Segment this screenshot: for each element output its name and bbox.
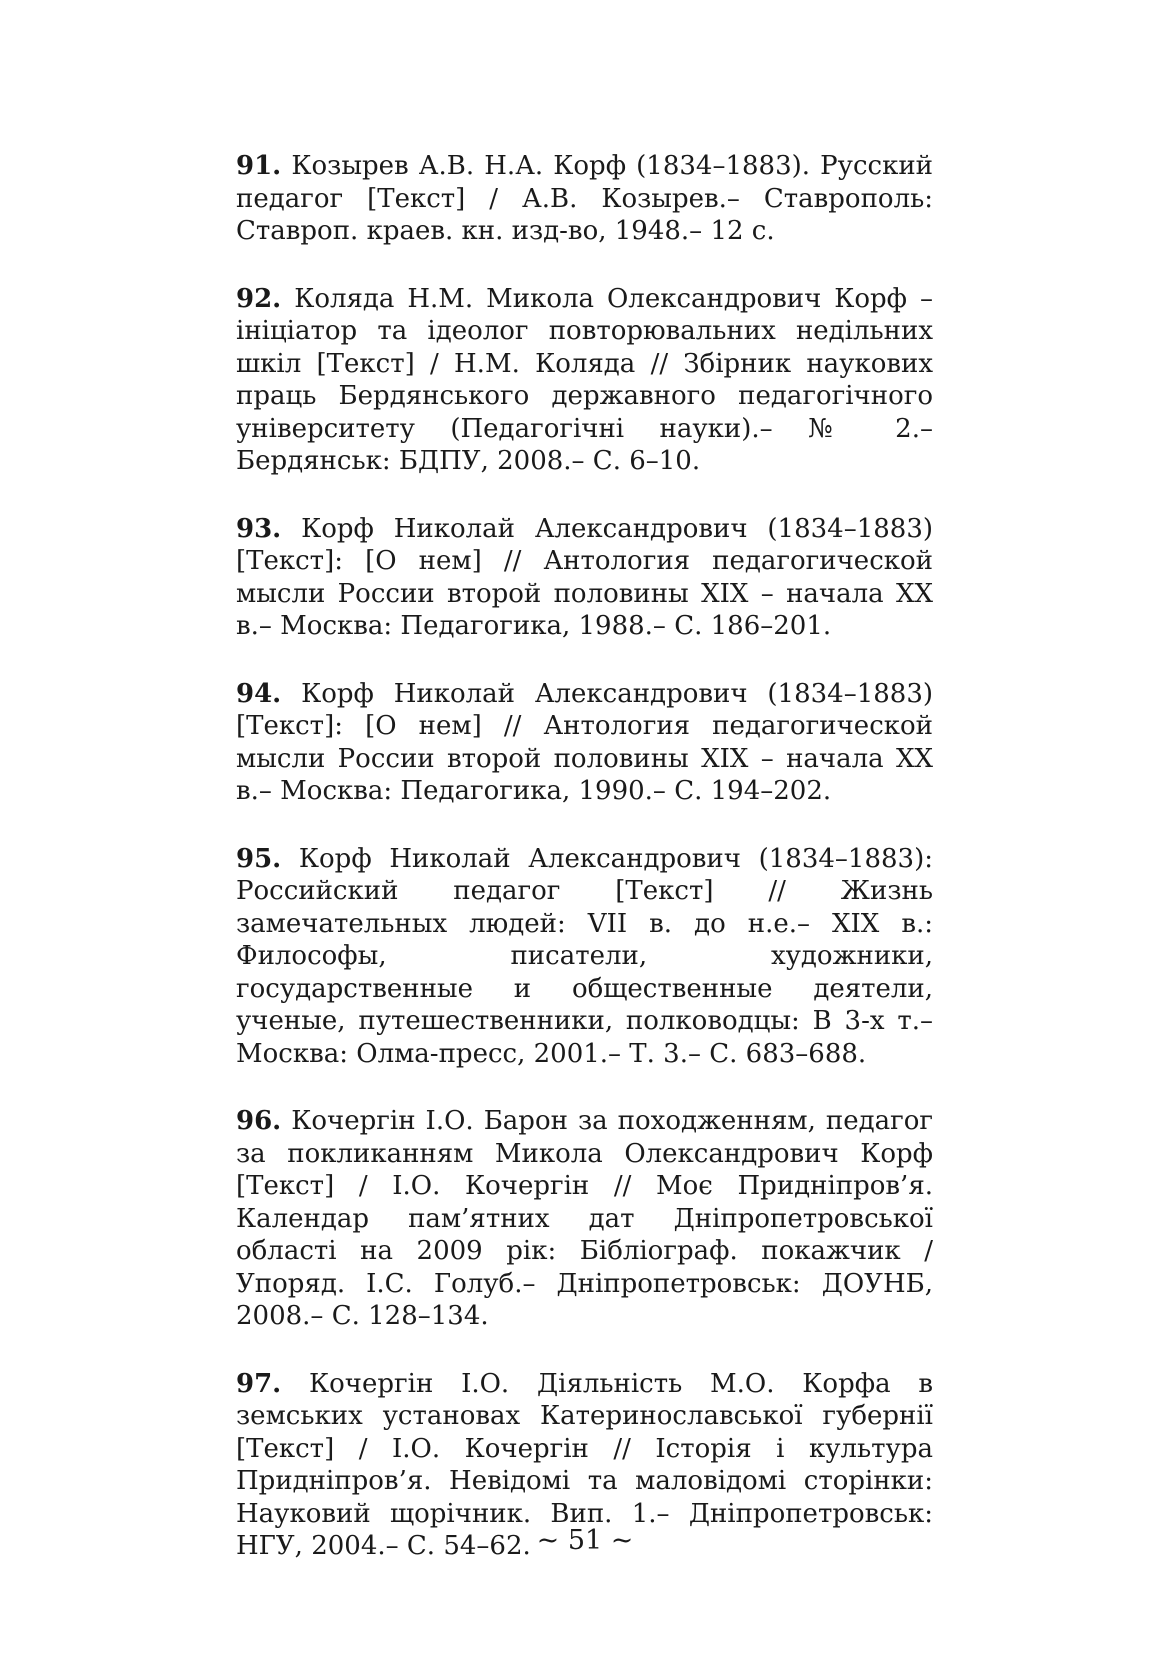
entry-number: 91.: [236, 151, 282, 181]
bibliography-entry-91: [236, 150, 933, 248]
entry-number: 96.: [236, 1106, 282, 1136]
entry-number: 93.: [236, 513, 282, 544]
entry-number: 92.: [236, 283, 282, 314]
bibliography-entry-96: [236, 1105, 933, 1333]
entry-text: Коляда Н.М. Микола Олександрович Корф – ініціатор та ідеолог повторювальних недільних шкіл [Текст] / Н.М. Коляда // Збірник наукових праць Бердянського державного педагогічного університету (Педагогічні науки).– № 2.– Бердянськ: БДПУ, 2008.– С. 6–10.: [236, 283, 933, 476]
entry-number: 97.: [236, 1368, 282, 1399]
entry-text: Корф Николай Александрович (1834–1883) [Текст]: [О нем] // Антология педагогической мысли России второй половины XIX – начала XX в.– Москва: Педагогика, 1988.– С. 186–201.: [236, 513, 933, 641]
entry-text: Кочергін І.О. Барон за походженням, педагог за покликанням Микола Олександрович Корф [Текст] / І.О. Кочергін // Моє Придніпров’я. Календар пам’ятних дат Дніпропетровської області на 2009 рік: Бібліограф. покажчик / Упоряд. І.С. Голуб.– Дніпропетровськ: ДОУНБ, 2008.– С. 128–134.: [236, 1106, 933, 1331]
entry-number: 94.: [236, 678, 282, 709]
bibliography-entry-92: [236, 283, 933, 478]
entry-text: Кочергін І.О. Діяльність М.О. Корфа в земських установах Катеринославської губернії [Текст] / І.О. Кочергін // Історія і культура Придніпров’я. Невідомі та маловідомі сторінки: Науковий щорічник. Вип. 1.– Дніпропетровськ: НГУ, 2004.– С. 54–62.: [236, 1368, 933, 1561]
entry-number: 95.: [236, 843, 282, 874]
bibliography-list: [236, 150, 933, 1598]
bibliography-entry-95: [236, 843, 933, 1071]
entry-text: Корф Николай Александрович (1834–1883) [Текст]: [О нем] // Антология педагогической мысли России второй половины XIX – начала XX в.– Москва: Педагогика, 1990.– С. 194–202.: [236, 678, 933, 806]
entry-text: Козырев А.В. Н.А. Корф (1834–1883). Русский педагог [Текст] / А.В. Козырев.– Ставрополь: Ставроп. краев. кн. изд-во, 1948.– 12 с.: [236, 151, 933, 246]
bibliography-entry-94: [236, 678, 933, 808]
entry-text: Корф Николай Александрович (1834–1883): Российский педагог [Текст] // Жизнь замечательных людей: VII в. до н.е.– XIX в.: Философы, писатели, художники, государственные и общественные деятели, ученые, путешественники, полководцы: В 3-х т.– Москва: Олма-пресс, 2001.– Т. 3.– С. 683–688.: [236, 843, 933, 1069]
page-number: ~ 51 ~: [536, 1525, 634, 1556]
bibliography-entry-93: [236, 513, 933, 643]
